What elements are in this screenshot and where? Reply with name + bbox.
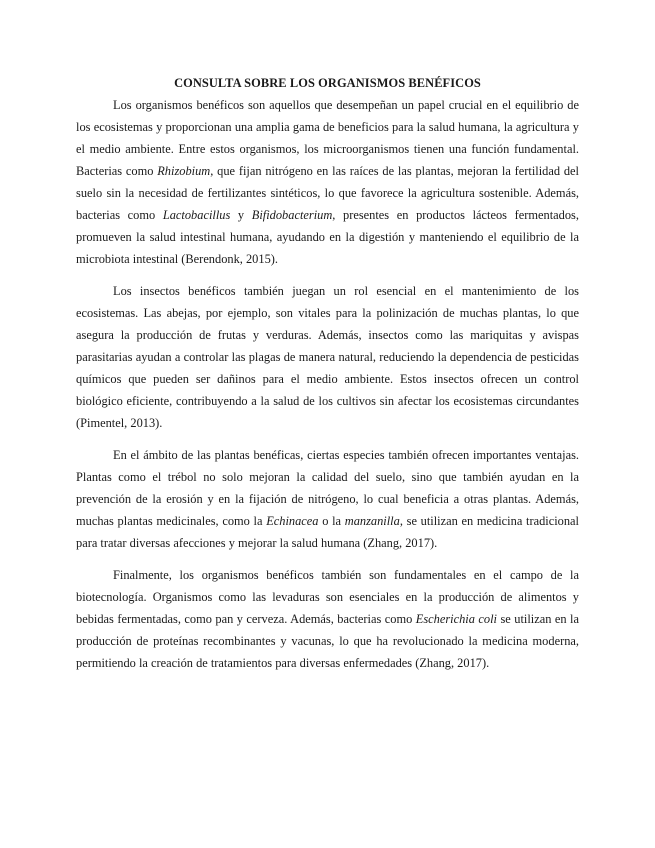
- text-run: Los organismos benéficos son aquellos que desempeñan un papel crucial en el equilibrio de los ecosistemas y proporcionan una amplia gama de beneficios para la salud humana, la agricultura y el medio ambiente. Entre estos organismos, los microorganismos tienen una función fundamental. Bacterias como: [76, 98, 579, 178]
- text-run: En el ámbito de las plantas benéficas, ciertas especies también ofrecen importantes ventajas. Plantas como el trébol no solo mejoran la calidad del suelo, sino que también ayudan en la prevención de la erosión y en la fijación de nitrógeno, lo cual beneficia a otras plantas. Además, muchas plantas medicinales, como la: [76, 448, 579, 528]
- scientific-name: Rhizobium: [157, 164, 211, 178]
- paragraph-microorganismos: [76, 94, 579, 270]
- scientific-name: Escherichia coli: [415, 612, 497, 626]
- scientific-name: Echinacea: [266, 514, 319, 528]
- paragraph-plantas: [76, 444, 579, 554]
- text-run: Finalmente, los organismos benéficos también son fundamentales en el campo de la biotecnología. Organismos como las levaduras son esenciales en la producción de alimentos y bebidas fermentadas, como pan y cerveza. Además, bacterias como: [76, 568, 579, 626]
- text-run: Los insectos benéficos también juegan un rol esencial en el mantenimiento de los ecosistemas. Las abejas, por ejemplo, son vitales para la polinización de muchas plantas, lo que asegura la producción de frutas y verduras. Además, insectos como las mariquitas y avispas parasitarias ayudan a controlar las plagas de manera natural, reduciendo la dependencia de pesticidas químicos que pueden ser dañinos para el medio ambiente. Estos insectos ofrecen un control biológico eficiente, contribuyendo a la salud de los cultivos sin afectar los ecosistemas circundantes (Pimentel, 2013).: [76, 284, 579, 430]
- scientific-name: Lactobacillus: [162, 208, 231, 222]
- document-title: CONSULTA SOBRE LOS ORGANISMOS BENÉFICOS: [174, 76, 481, 90]
- text-run: , que fijan nitrógeno en las raíces de las plantas, mejoran la fertilidad del suelo sin la necesidad de fertilizantes sintéticos, lo que favorece la agricultura sostenible. Además, bacterias como: [76, 164, 579, 222]
- scientific-name: manzanilla: [344, 514, 400, 528]
- text-run: , presentes en productos lácteos fermentados, promueven la salud intestinal humana, ayudando en la digestión y manteniendo el equilibrio de la microbiota intestinal (Berendonk, 2015).: [76, 208, 579, 266]
- document-body: [76, 94, 579, 674]
- paragraph-biotecnologia: [76, 564, 579, 674]
- text-run: se utilizan en la producción de proteínas recombinantes y vacunas, lo que ha revolucionado la medicina moderna, permitiendo la creación de tratamientos para diversas enfermedades (Zhang, 2017).: [76, 612, 579, 670]
- scientific-name: Bifidobacterium: [251, 208, 333, 222]
- text-run: o la: [318, 514, 345, 528]
- paragraph-insectos: [76, 280, 579, 434]
- text-run: , se utilizan en medicina tradicional para tratar diversas afecciones y mejorar la salud humana (Zhang, 2017).: [76, 514, 580, 550]
- text-run: y: [230, 208, 252, 222]
